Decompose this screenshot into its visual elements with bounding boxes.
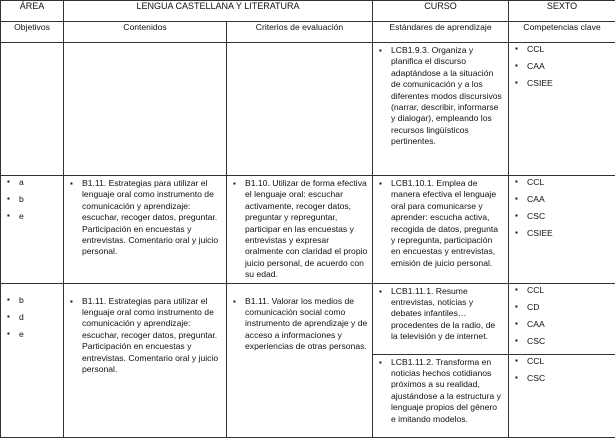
content-item: ▪ B1.11. Estrategias para utilizar el lenguaje oral como instrumento de comunicación y aprendizaje: escuchar, recoger datos, preguntar. Participación en encuestas y entrevistas. Comentario oral y juicio personal.	[64, 176, 226, 260]
standards-cell	[373, 354, 509, 437]
competence-item: ▪ CSC	[509, 210, 615, 222]
competence-item: ▪ CCL	[509, 284, 615, 296]
competences-cell	[509, 176, 615, 284]
col-header-standards: Estándares de aprendizaje	[373, 22, 509, 43]
col-header-objectives: Objetivos	[1, 22, 64, 43]
objective-item: ▪ b	[1, 193, 63, 205]
contents-cell	[64, 43, 227, 176]
competence-item: ▪ CCL	[509, 355, 615, 367]
objectives-cell	[1, 283, 64, 437]
contents-cell	[64, 176, 227, 284]
col-header-criteria: Criterios de evaluación	[227, 22, 373, 43]
competence-item: ▪ CCL	[509, 43, 615, 55]
criteria-cell	[227, 283, 373, 437]
table-row	[1, 283, 615, 354]
competences-cell	[509, 354, 615, 437]
objectives-list	[1, 176, 63, 222]
competence-item: ▪ CD	[509, 301, 615, 313]
competences-list	[509, 43, 615, 89]
competences-cell	[509, 43, 615, 176]
objectives-cell	[1, 43, 64, 176]
objective-item: ▪ e	[1, 210, 63, 222]
competence-item: ▪ CAA	[509, 193, 615, 205]
objective-item: ▪ a	[1, 176, 63, 188]
competences-cell	[509, 283, 615, 354]
competences-list	[509, 176, 615, 239]
competences-list	[509, 284, 615, 347]
standards-cell	[373, 43, 509, 176]
area-label: ÁREA	[1, 1, 64, 22]
standards-cell	[373, 283, 509, 354]
standard-item: ▪ LCB1.11.1. Resume entrevistas, noticias y debates infantiles… procedentes de la radio, de la televisión y de internet.	[373, 284, 508, 345]
content-item: ▪ B1.11. Estrategias para utilizar el lenguaje oral como instrumento de comunicación y aprendizaje: escuchar, recoger datos, preguntar. Participación en encuestas y entrevistas. Comentario oral y juicio personal.	[64, 294, 226, 378]
competence-item: ▪ CSC	[509, 335, 615, 347]
subject-title: LENGUA CASTELLANA Y LITERATURA	[64, 1, 373, 22]
competences-list	[509, 355, 615, 384]
objective-item: ▪ e	[1, 328, 63, 340]
contents-cell	[64, 283, 227, 437]
objectives-cell	[1, 176, 64, 284]
standard-item: ▪ LCB1.11.2. Transforma en noticias hechos cotidianos próximos a su realidad, ajustándose a la estructura y lenguaje propios del género e imitando modelos.	[373, 355, 508, 427]
criteria-cell	[227, 176, 373, 284]
header-row	[1, 1, 615, 22]
competence-item: ▪ CCL	[509, 176, 615, 188]
grade-value: SEXTO	[509, 1, 615, 22]
objective-item: ▪ b	[1, 294, 63, 306]
standard-item: ▪ LCB1.10.1. Emplea de manera efectiva el lenguaje oral para comunicarse y aprender: escucha activa, recogida de datos, pregunta y repregunta, participación en encuestas y entrevistas, emisión de juicio personal.	[373, 176, 508, 271]
course-label: CURSO	[373, 1, 509, 22]
table-row	[1, 176, 615, 284]
standards-cell	[373, 176, 509, 284]
objective-item: ▪ d	[1, 311, 63, 323]
criterion-item: ▪ B1.11. Valorar los medios de comunicación social como instrumento de aprendizaje y de acceso a informaciones y experiencias de otras personas.	[227, 294, 372, 355]
competence-item: ▪ CSIEE	[509, 227, 615, 239]
criterion-item: ▪ B1.10. Utilizar de forma efectiva el lenguaje oral: escuchar activamente, recoger datos, preguntar y repreguntar, participar en las encuestas y entrevistas y expresar oralmente con claridad el propio juicio personal, de acuerdo con su edad.	[227, 176, 372, 283]
competence-item: ▪ CSIEE	[509, 77, 615, 89]
col-header-competences: Competencias clave	[509, 22, 615, 43]
competence-item: ▪ CAA	[509, 318, 615, 330]
competence-item: ▪ CSC	[509, 372, 615, 384]
competence-item: ▪ CAA	[509, 60, 615, 72]
criteria-cell	[227, 43, 373, 176]
standard-item: ▪ LCB1.9.3. Organiza y planifica el discurso adaptándose a la situación de comunicación y a los diferentes modos discursivos (narrar, describir, informarse y dialogar), empleando los recursos lingüísticos pertinentes.	[373, 43, 508, 150]
objectives-list	[1, 294, 63, 340]
col-header-contents: Contenidos	[64, 22, 227, 43]
table-row	[1, 43, 615, 176]
column-header-row	[1, 22, 615, 43]
